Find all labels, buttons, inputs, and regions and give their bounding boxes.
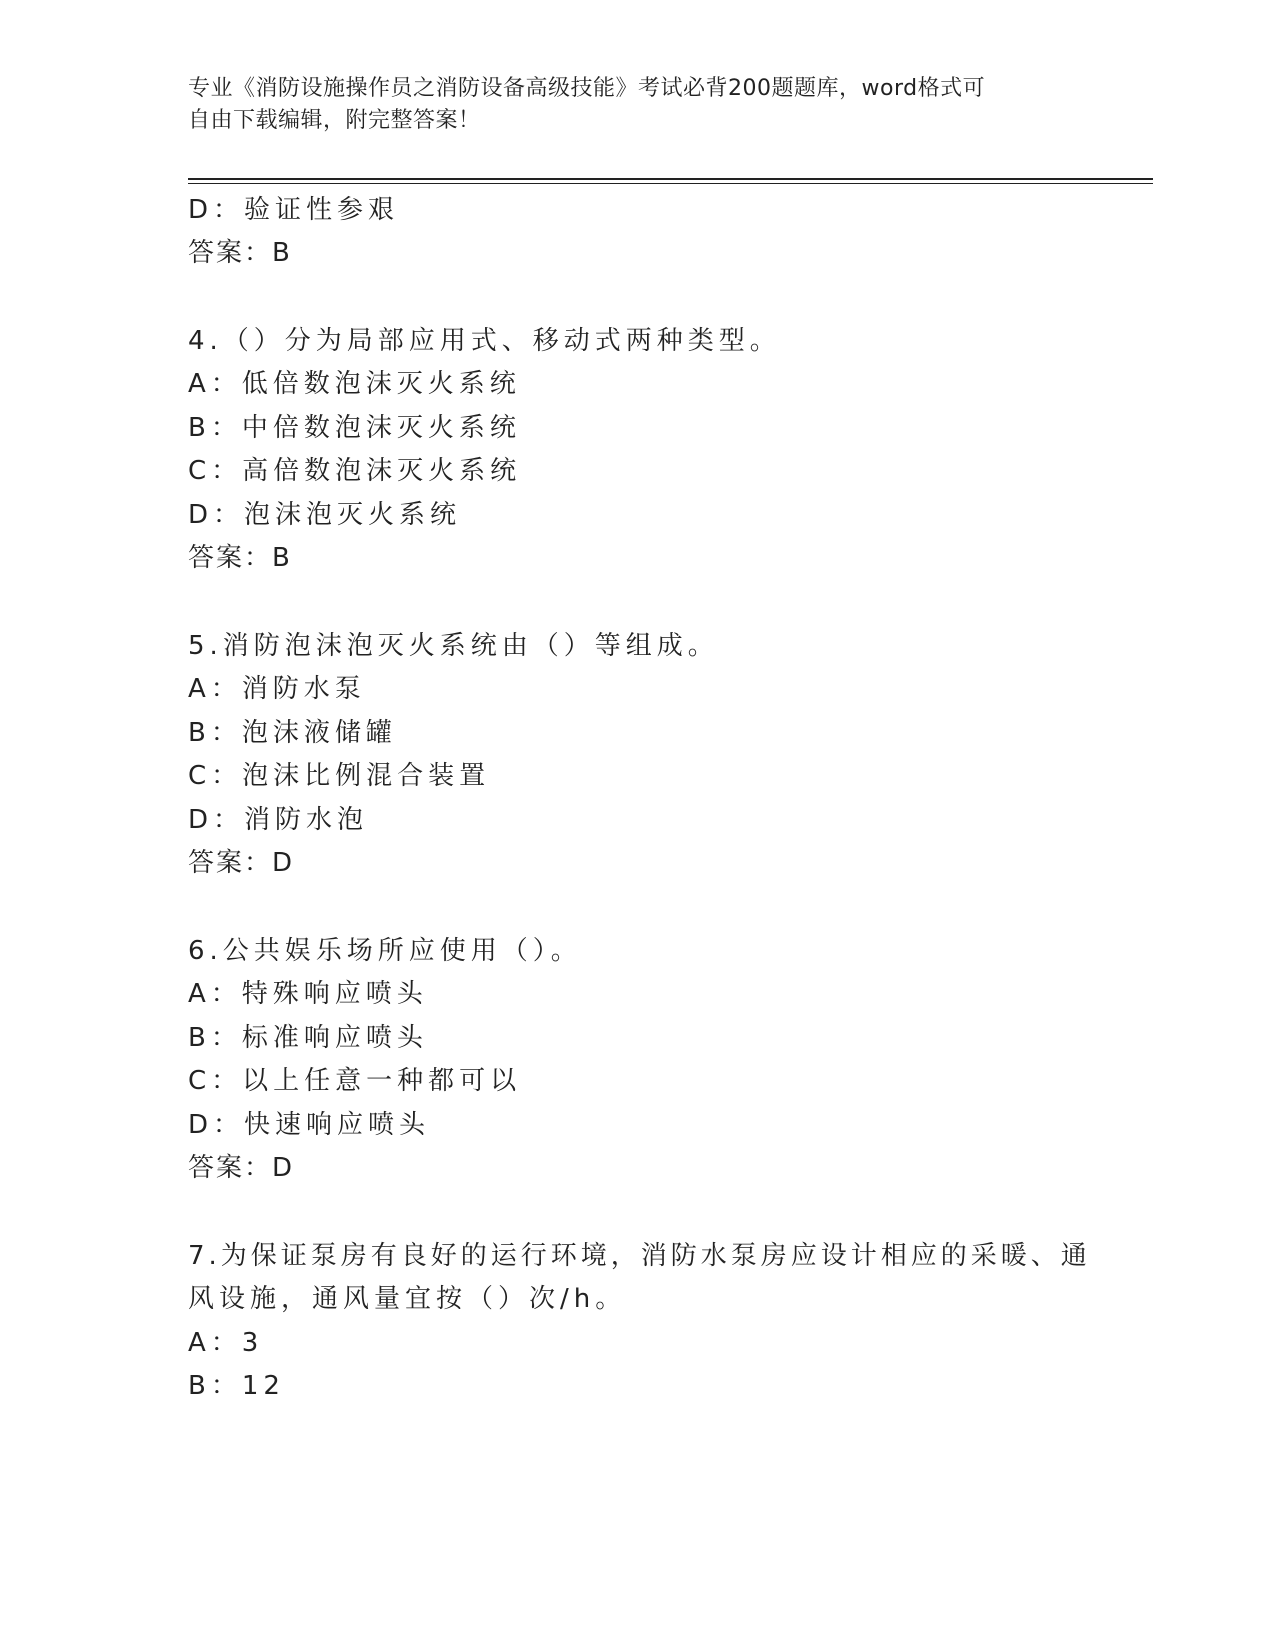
q5-option-d: D：消防水泡 xyxy=(188,805,369,835)
q3-option-d: D：验证性参艰 xyxy=(188,195,400,225)
header-divider-thick xyxy=(188,178,1153,180)
q4-option-c: C：高倍数泡沫灭火系统 xyxy=(188,456,522,486)
header-divider-thin xyxy=(188,183,1153,184)
q6-answer: 答案：D xyxy=(188,1153,295,1183)
q5-option-b: B：泡沫液储罐 xyxy=(188,718,397,748)
q4-stem: 4.（）分为局部应用式、移动式两种类型。 xyxy=(188,326,781,356)
q7-stem-line-2: 风设施，通风量宜按（）次/h。 xyxy=(188,1284,627,1314)
header-line-1: 专业《消防设施操作员之消防设备高级技能》考试必背200题题库，word格式可 xyxy=(188,76,986,101)
q7-stem-line-1: 7.为保证泵房有良好的运行环境，消防水泵房应设计相应的采暖、通 xyxy=(188,1241,1091,1271)
q4-option-a: A：低倍数泡沫灭火系统 xyxy=(188,369,521,399)
q6-option-b: B：标准响应喷头 xyxy=(188,1023,428,1053)
q5-stem: 5.消防泡沫泡灭火系统由（）等组成。 xyxy=(188,631,719,661)
q5-answer: 答案：D xyxy=(188,848,295,878)
q6-option-d: D：快速响应喷头 xyxy=(188,1110,431,1140)
q5-option-a: A：消防水泵 xyxy=(188,674,366,704)
q3-answer: 答案：B xyxy=(188,238,292,268)
q6-option-c: C：以上任意一种都可以 xyxy=(188,1066,522,1096)
q7-option-a: A：3 xyxy=(188,1328,264,1358)
q6-stem: 6.公共娱乐场所应使用（）。 xyxy=(188,936,582,966)
q6-option-a: A：特殊响应喷头 xyxy=(188,979,428,1009)
q7-option-b: B：12 xyxy=(188,1371,285,1401)
q4-option-d: D：泡沫泡灭火系统 xyxy=(188,500,462,530)
header-line-2: 自由下载编辑，附完整答案！ xyxy=(188,108,481,133)
q4-answer: 答案：B xyxy=(188,543,292,573)
q5-option-c: C：泡沫比例混合装置 xyxy=(188,761,491,791)
q4-option-b: B：中倍数泡沫灭火系统 xyxy=(188,413,521,443)
document-header xyxy=(188,73,1068,137)
